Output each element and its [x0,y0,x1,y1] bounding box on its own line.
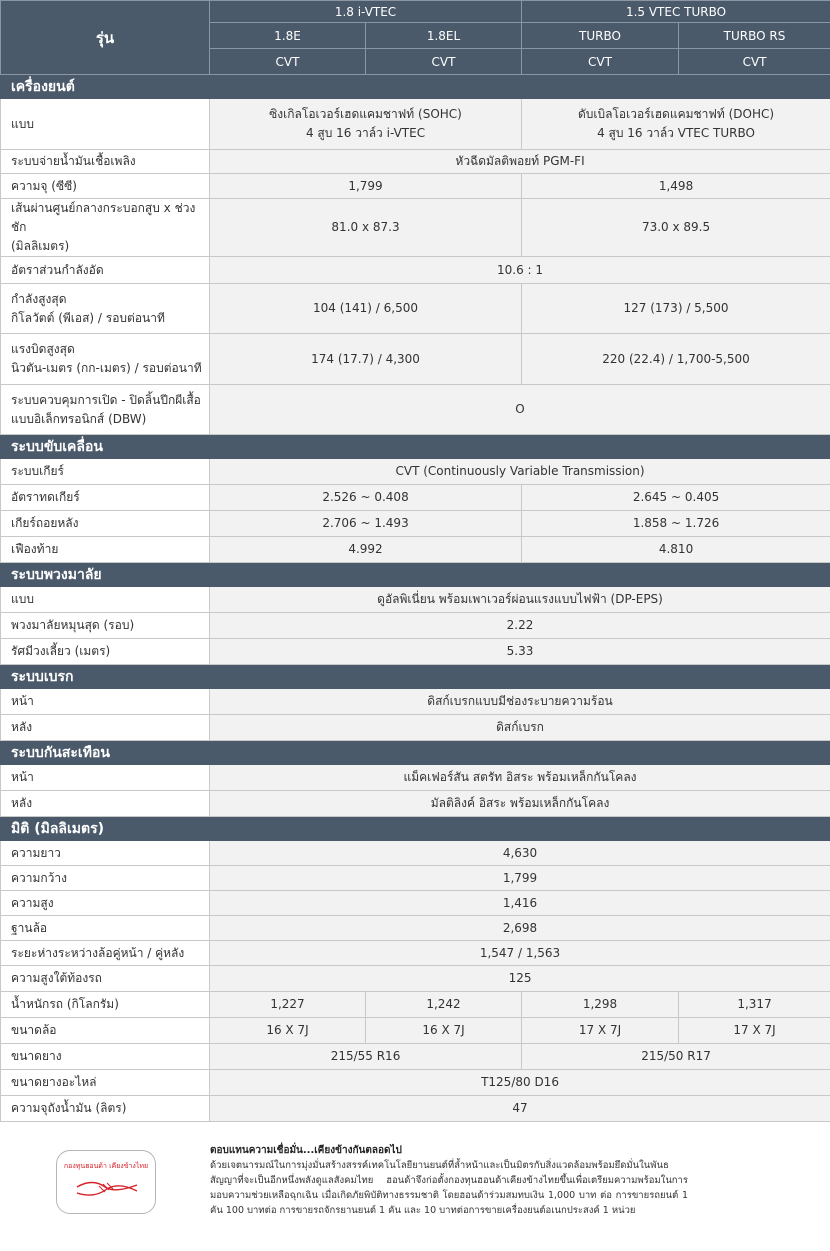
logo-text: กองทุนฮอนด้า เคียงข้างไทย [63,1162,149,1170]
fuel-tank-value: 47 [210,1096,830,1122]
variant-1-8el: 1.8EL [366,23,522,49]
height-label: ความสูง [1,891,210,916]
wheel-size-turbo-rs: 17 X 7J [679,1018,830,1044]
group-1-5-turbo: 1.5 VTEC TURBO [522,1,830,23]
wheel-size-label: ขนาดล้อ [1,1018,210,1044]
length-value: 4,630 [210,841,830,866]
section-steering: ระบบพวงมาลัย [1,563,830,587]
width-label: ความกว้าง [1,866,210,891]
section-drivetrain: ระบบขับเคลื่อน [1,435,830,459]
suspension-front-value: แม็คเฟอร์สัน สตรัท อิสระ พร้อมเหล็กกันโคลง [210,765,830,791]
steering-type-label: แบบ [1,587,210,613]
final-drive-label: เฟืองท้าย [1,537,210,563]
weight-turbo-rs: 1,317 [679,992,830,1018]
section-dimensions: มิติ (มิลลิเมตร) [1,817,830,841]
displacement-turbo: 1,498 [522,174,830,199]
tire-size-1-8: 215/55 R16 [210,1044,522,1070]
weight-turbo: 1,298 [522,992,679,1018]
track-label: ระยะห่างระหว่างล้อคู่หน้า / คู่หลัง [1,941,210,966]
bore-stroke-turbo: 73.0 x 89.5 [522,199,830,257]
steering-turns-label: พวงมาลัยหมุนสุด (รอบ) [1,613,210,639]
spare-tire-value: T125/80 D16 [210,1070,830,1096]
spare-tire-label: ขนาดยางอะไหล่ [1,1070,210,1096]
brake-rear-value: ดิสก์เบรก [210,715,830,741]
wheel-size-1-8el: 16 X 7J [366,1018,522,1044]
handshake-icon [75,1173,139,1203]
section-suspension: ระบบกันสะเทือน [1,741,830,765]
max-torque-label: แรงบิดสูงสุด นิวตัน-เมตร (กก-เมตร) / รอบต่อนาที [1,334,210,385]
ground-clearance-label: ความสูงใต้ท้องรถ [1,966,210,992]
max-power-label: กำลังสูงสุด กิโลวัตต์ (พีเอส) / รอบต่อนาที [1,284,210,334]
max-power-turbo: 127 (173) / 5,500 [522,284,830,334]
wheel-size-1-8e: 16 X 7J [210,1018,366,1044]
transmission-1-8el: CVT [366,49,522,75]
weight-1-8el: 1,242 [366,992,522,1018]
fuel-tank-label: ความจุถังน้ำมัน (ลิตร) [1,1096,210,1122]
gearbox-value: CVT (Continuously Variable Transmission) [210,459,830,485]
displacement-label: ความจุ (ซีซี) [1,174,210,199]
track-value: 1,547 / 1,563 [210,941,830,966]
transmission-turbo-rs: CVT [679,49,830,75]
tire-size-label: ขนาดยาง [1,1044,210,1070]
max-torque-1-8: 174 (17.7) / 4,300 [210,334,522,385]
compression-value: 10.6 : 1 [210,257,830,284]
group-1-8-ivtec: 1.8 i-VTEC [210,1,522,23]
honda-fund-logo [56,1150,156,1214]
wheel-size-turbo: 17 X 7J [522,1018,679,1044]
wheelbase-value: 2,698 [210,916,830,941]
section-engine: เครื่องยนต์ [1,75,830,99]
brake-rear-label: หลัง [1,715,210,741]
bore-stroke-label: เส้นผ่านศูนย์กลางกระบอกสูบ x ช่วงชัก (มิลลิเมตร) [1,199,210,257]
weight-1-8e: 1,227 [210,992,366,1018]
displacement-1-8: 1,799 [210,174,522,199]
gear-ratio-1-8: 2.526 ~ 0.408 [210,485,522,511]
section-brakes: ระบบเบรก [1,665,830,689]
wheelbase-label: ฐานล้อ [1,916,210,941]
gearbox-label: ระบบเกียร์ [1,459,210,485]
variant-1-8e: 1.8E [210,23,366,49]
length-label: ความยาว [1,841,210,866]
reverse-gear-1-8: 2.706 ~ 1.493 [210,511,522,537]
transmission-1-8e: CVT [210,49,366,75]
suspension-rear-label: หลัง [1,791,210,817]
height-value: 1,416 [210,891,830,916]
reverse-gear-label: เกียร์ถอยหลัง [1,511,210,537]
final-drive-turbo: 4.810 [522,537,830,563]
turning-radius-label: รัศมีวงเลี้ยว (เมตร) [1,639,210,665]
engine-type-label: แบบ [1,99,210,150]
fuel-system-label: ระบบจ่ายน้ำมันเชื้อเพลิง [1,150,210,174]
brake-front-value: ดิสก์เบรกแบบมีช่องระบายความร้อน [210,689,830,715]
compression-label: อัตราส่วนกำลังอัด [1,257,210,284]
model-label: รุ่น [1,1,210,75]
bore-stroke-1-8: 81.0 x 87.3 [210,199,522,257]
footer-title: ตอบแทนความเชื่อมั่น...เคียงข้างกันตลอดไป [210,1145,402,1156]
weight-label: น้ำหนักรถ (กิโลกรัม) [1,992,210,1018]
suspension-front-label: หน้า [1,765,210,791]
engine-type-1-8: ซิงเกิลโอเวอร์เฮดแคมชาฟท์ (SOHC) 4 สูบ 16 วาล์ว i-VTEC [210,99,522,150]
dbw-label: ระบบควบคุมการเปิด - ปิดลิ้นปีกผีเสื้อ แบบอิเล็กทรอนิกส์ (DBW) [1,385,210,435]
gear-ratio-label: อัตราทดเกียร์ [1,485,210,511]
tire-size-turbo: 215/50 R17 [522,1044,830,1070]
final-drive-1-8: 4.992 [210,537,522,563]
ground-clearance-value: 125 [210,966,830,992]
variant-turbo-rs: TURBO RS [679,23,830,49]
dbw-value: O [210,385,830,435]
max-power-1-8: 104 (141) / 6,500 [210,284,522,334]
width-value: 1,799 [210,866,830,891]
reverse-gear-turbo: 1.858 ~ 1.726 [522,511,830,537]
max-torque-turbo: 220 (22.4) / 1,700-5,500 [522,334,830,385]
brake-front-label: หน้า [1,689,210,715]
engine-type-turbo: ดับเบิลโอเวอร์เฮดแคมชาฟท์ (DOHC) 4 สูบ 16 วาล์ว VTEC TURBO [522,99,830,150]
transmission-turbo: CVT [522,49,679,75]
turning-radius-value: 5.33 [210,639,830,665]
footer-body: ด้วยเจตนารมณ์ในการมุ่งมั่นสร้างสรรค์เทคโนโลยียานยนต์ที่ล้ำหน้าและเป็นมิตรกับสิ่งแวดล้อมพร้อมยึดมั่นในพันธสัญญาที่จะเป็นอีกหนึ่งพลังดูแลสังคมไทย ฮอนด้าจึงก่อตั้งกองทุนฮอนด้าเคียงข้างไทยขึ้นเพื่อเตรียมความพร้อมในการมอบความช่วยเหลือฉุกเฉิน เมื่อเกิดภัยพิบัติทางธรรมชาติ โดยฮอนด้าร่วมสมทบเงิน 1,000 บาท ต่อ การขายรถยนต์ 1 คัน 100 บาทต่อ การขายรถจักรยานยนต์ 1 คัน และ 10 บาทต่อการขายเครื่องยนต์อเนกประสงค์ 1 หน่วย [210,1160,688,1216]
fuel-system-value: หัวฉีดมัลติพอยท์ PGM-FI [210,150,830,174]
steering-type-value: ดูอัลพิเนี่ยน พร้อมเพาเวอร์ผ่อนแรงแบบไฟฟ้า (DP-EPS) [210,587,830,613]
suspension-rear-value: มัลติลิงค์ อิสระ พร้อมเหล็กกันโคลง [210,791,830,817]
gear-ratio-turbo: 2.645 ~ 0.405 [522,485,830,511]
variant-turbo: TURBO [522,23,679,49]
steering-turns-value: 2.22 [210,613,830,639]
